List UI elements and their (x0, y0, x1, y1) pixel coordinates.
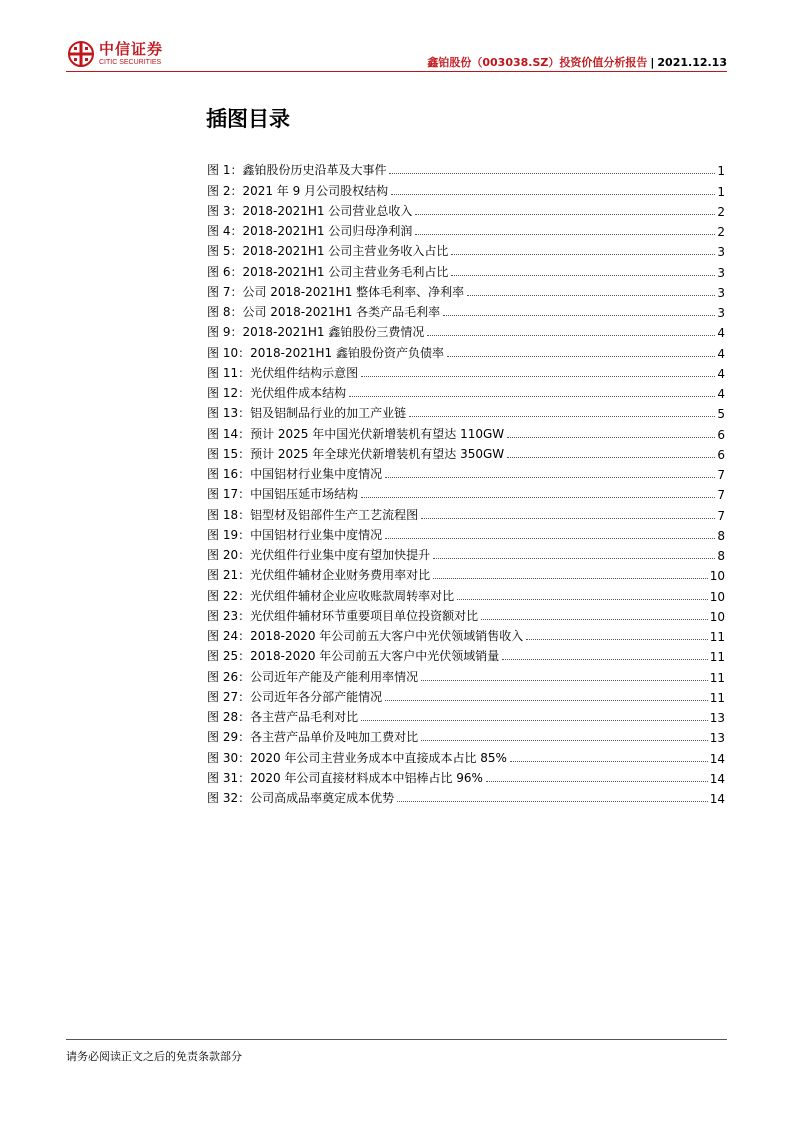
toc-entry[interactable] (207, 523, 725, 543)
toc-dot-leader (502, 658, 707, 660)
toc-entry-page: 13 (709, 711, 725, 725)
toc-entry-label: 图 5：2018-2021H1 公司主营业务收入占比 (207, 244, 449, 259)
company-logo (68, 41, 163, 67)
toc-entry[interactable] (207, 583, 725, 603)
toc-entry-page: 1 (717, 164, 725, 179)
toc-entry-label: 图 17：中国铝压延市场结构 (207, 487, 359, 502)
toc-entry[interactable] (207, 320, 725, 340)
toc-entry-page: 3 (717, 245, 725, 260)
toc-entry-page: 11 (709, 650, 725, 665)
toc-entry[interactable] (207, 664, 725, 684)
toc-entry[interactable] (207, 381, 725, 401)
header-divider (66, 71, 727, 72)
toc-entry-label: 图 10：2018-2021H1 鑫铂股份资产负债率 (207, 345, 444, 360)
toc-entry-page: 4 (717, 346, 725, 361)
toc-entry[interactable] (207, 199, 725, 219)
toc-dot-leader (486, 780, 708, 782)
toc-dot-leader (526, 638, 707, 640)
toc-entry-label: 图 28：各主营产品毛利对比 (207, 710, 359, 724)
toc-entry-label: 图 8：公司 2018-2021H1 各类产品毛利率 (207, 305, 441, 319)
toc-dot-leader (415, 213, 715, 215)
toc-dot-leader (397, 800, 708, 802)
toc-entry[interactable] (207, 401, 725, 421)
toc-dot-leader (361, 719, 708, 721)
toc-dot-leader (361, 496, 715, 498)
toc-entry-label: 图 25：2018-2020 年公司前五大客户中光伏领域销量 (207, 649, 500, 664)
toc-entry-label: 图 30：2020 年公司主营业务成本中直接成本占比 85% (207, 750, 507, 765)
toc-entry[interactable] (207, 786, 725, 806)
toc-dot-leader (361, 375, 715, 377)
toc-entry-page: 2 (717, 204, 725, 219)
toc-entry[interactable] (207, 421, 725, 441)
toc-entry-page: 11 (709, 670, 725, 685)
toc-entry-label: 图 26：公司近年产能及产能利用率情况 (207, 669, 419, 684)
toc-dot-leader (467, 294, 715, 296)
toc-dot-leader (451, 253, 715, 255)
toc-entry-page: 11 (709, 630, 725, 644)
toc-entry[interactable] (207, 644, 725, 664)
toc-entry-label: 图 6：2018-2021H1 公司主营业务毛利占比 (207, 264, 449, 279)
toc-dot-leader (389, 172, 715, 174)
toc-entry-label: 图 15：预计 2025 年全球光伏新增装机有望达 350GW (207, 446, 505, 461)
toc-entry[interactable] (207, 259, 725, 279)
toc-entry-page: 6 (717, 427, 725, 442)
toc-dot-leader (427, 334, 715, 336)
toc-entry-label: 图 7：公司 2018-2021H1 整体毛利率、净利率 (207, 284, 465, 299)
toc-entry-label: 图 2：2021 年 9 月公司股权结构 (207, 183, 389, 198)
toc-dot-leader (385, 476, 715, 478)
toc-entry[interactable] (207, 158, 725, 178)
toc-entry-label: 图 16：中国铝材行业集中度情况 (207, 467, 383, 481)
citic-logo-icon (68, 41, 94, 67)
toc-entry-label: 图 19：中国铝材行业集中度情况 (207, 527, 383, 542)
report-date: 2021.12.13 (657, 56, 727, 69)
toc-entry-page: 11 (709, 690, 725, 705)
toc-entry[interactable] (207, 604, 725, 624)
toc-dot-leader (391, 193, 715, 195)
toc-entry-label: 图 11：光伏组件结构示意图 (207, 365, 359, 380)
toc-entry[interactable] (207, 462, 725, 482)
toc-entry-page: 13 (709, 731, 725, 746)
toc-entry[interactable] (207, 280, 725, 300)
toc-entry-label: 图 20：光伏组件行业集中度有望加快提升 (207, 548, 431, 562)
toc-dot-leader (409, 415, 715, 417)
toc-entry-page: 1 (717, 184, 725, 199)
toc-entry-page: 3 (717, 265, 725, 280)
toc-entry[interactable] (207, 178, 725, 198)
toc-entry-label: 图 32：公司高成品率奠定成本优势 (207, 791, 395, 805)
toc-entry[interactable] (207, 624, 725, 644)
toc-entry[interactable] (207, 502, 725, 522)
toc-entry[interactable] (207, 361, 725, 381)
toc-entry[interactable] (207, 219, 725, 239)
toc-entry-label: 图 4：2018-2021H1 公司归母净利润 (207, 224, 413, 238)
toc-entry-label: 图 18：铝型材及铝部件生产工艺流程图 (207, 507, 419, 522)
toc-entry[interactable] (207, 725, 725, 745)
toc-dot-leader (421, 739, 708, 741)
toc-entry-label: 图 1：鑫铂股份历史沿革及大事件 (207, 163, 387, 178)
toc-dot-leader (415, 233, 715, 235)
toc-entry-page: 8 (717, 528, 725, 543)
logo-english-name: CITIC SECURITIES (99, 59, 162, 66)
toc-entry[interactable] (207, 340, 725, 360)
toc-entry-page: 14 (709, 792, 725, 806)
toc-entry-page: 7 (717, 508, 725, 523)
toc-entry-label: 图 9：2018-2021H1 鑫铂股份三费情况 (207, 325, 425, 340)
figure-toc-list (207, 158, 725, 806)
toc-entry-page: 4 (717, 387, 725, 401)
toc-entry-label: 图 22：光伏组件辅材企业应收账款周转率对比 (207, 588, 455, 603)
toc-entry-label: 图 31：2020 年公司直接材料成本中铝棒占比 96% (207, 770, 483, 785)
toc-dot-leader (507, 436, 715, 438)
toc-dot-leader (451, 274, 715, 276)
footer-divider (66, 1039, 727, 1040)
toc-entry[interactable] (207, 543, 725, 563)
toc-entry[interactable] (207, 705, 725, 725)
toc-entry-page: 7 (717, 468, 725, 482)
toc-entry-page: 10 (709, 569, 725, 584)
toc-entry[interactable] (207, 300, 725, 320)
toc-dot-leader (481, 618, 708, 620)
toc-entry-label: 图 12：光伏组件成本结构 (207, 386, 347, 400)
toc-entry-page: 2 (717, 225, 725, 239)
toc-dot-leader (433, 577, 708, 579)
header-separator: | (650, 56, 655, 69)
toc-entry-label: 图 24：2018-2020 年公司前五大客户中光伏领域销售收入 (207, 629, 524, 643)
toc-entry-page: 3 (717, 306, 725, 320)
toc-dot-leader (510, 760, 708, 762)
toc-dot-leader (457, 598, 708, 600)
toc-entry-label: 图 23：光伏组件辅材环节重要项目单位投资额对比 (207, 608, 479, 623)
toc-entry-page: 5 (717, 407, 725, 422)
report-title: 鑫铂股份（003038.SZ）投资价值分析报告 (427, 56, 648, 69)
toc-entry-page: 4 (717, 326, 725, 341)
toc-entry[interactable] (207, 563, 725, 583)
page-title: 插图目录 (206, 107, 290, 131)
footer-disclaimer: 请务必阅读正文之后的免责条款部分 (66, 1050, 242, 1063)
toc-entry-page: 8 (717, 549, 725, 563)
toc-entry-page: 10 (709, 609, 725, 624)
toc-entry-page: 14 (709, 771, 725, 786)
toc-dot-leader (385, 699, 708, 701)
toc-entry[interactable] (207, 482, 725, 502)
toc-dot-leader (447, 355, 715, 357)
toc-entry-label: 图 14：预计 2025 年中国光伏新增装机有望达 110GW (207, 426, 505, 441)
toc-entry-label: 图 29：各主营产品单价及吨加工费对比 (207, 730, 419, 745)
report-header (427, 54, 727, 70)
toc-dot-leader (433, 557, 715, 559)
toc-entry-page: 4 (717, 366, 725, 381)
toc-dot-leader (421, 517, 715, 519)
logo-chinese-name: 中信证券 (99, 40, 164, 58)
toc-entry-page: 14 (709, 751, 725, 766)
toc-entry[interactable] (207, 442, 725, 462)
toc-entry-label: 图 21：光伏组件辅材企业财务费用率对比 (207, 568, 431, 583)
toc-entry-label: 图 27：公司近年各分部产能情况 (207, 689, 383, 704)
toc-entry[interactable] (207, 239, 725, 259)
toc-dot-leader (421, 679, 708, 681)
toc-entry[interactable] (207, 685, 725, 705)
toc-entry[interactable] (207, 745, 725, 765)
toc-dot-leader (507, 456, 715, 458)
toc-entry-label: 图 3：2018-2021H1 公司营业总收入 (207, 203, 413, 218)
toc-entry-page: 6 (717, 447, 725, 462)
toc-entry-page: 10 (709, 589, 725, 604)
toc-entry-page: 7 (717, 488, 725, 503)
toc-entry-page: 3 (717, 285, 725, 300)
toc-dot-leader (349, 395, 715, 397)
toc-dot-leader (385, 537, 715, 539)
toc-dot-leader (443, 314, 715, 316)
toc-entry[interactable] (207, 766, 725, 786)
toc-entry-label: 图 13：铝及铝制品行业的加工产业链 (207, 406, 407, 421)
